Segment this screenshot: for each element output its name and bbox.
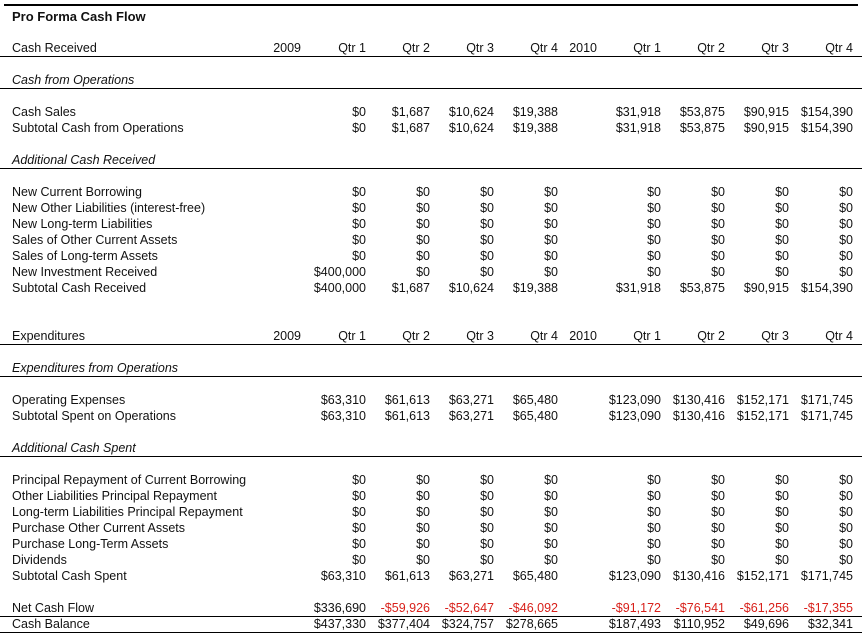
cell-value: $0 xyxy=(839,233,853,247)
row-label: New Investment Received xyxy=(12,265,158,279)
row-operating-expenses xyxy=(0,392,862,408)
row-expenditures-from-operations xyxy=(0,360,862,377)
cell-value: -$61,256 xyxy=(739,601,789,615)
cell-value: $0 xyxy=(647,249,661,263)
cell-value: $0 xyxy=(352,185,366,199)
cell-value: $0 xyxy=(544,505,558,519)
cell-value: $0 xyxy=(544,233,558,247)
cell-value: $0 xyxy=(647,233,661,247)
cell-value: $0 xyxy=(416,201,430,215)
cell-value: $0 xyxy=(544,521,558,535)
cell-value: $0 xyxy=(647,185,661,199)
column-header: 2009 xyxy=(273,329,301,343)
cell-value: $61,613 xyxy=(384,569,430,583)
cell-value: $19,388 xyxy=(512,105,558,119)
cell-value: $0 xyxy=(775,505,789,519)
cell-value: $0 xyxy=(775,265,789,279)
row-label: Operating Expenses xyxy=(12,393,126,407)
column-header: Qtr 3 xyxy=(761,41,789,55)
cell-value: $0 xyxy=(544,217,558,231)
page-title: Pro Forma Cash Flow xyxy=(12,9,146,24)
cell-value: $61,613 xyxy=(384,393,430,407)
row-subtotal-cash-from-operations xyxy=(0,120,862,136)
cell-value: $0 xyxy=(352,537,366,551)
row-subtotal-spent-on-operations xyxy=(0,408,862,424)
row-label: Sales of Other Current Assets xyxy=(12,233,178,247)
cell-value: $65,480 xyxy=(512,393,558,407)
cell-value: $0 xyxy=(352,233,366,247)
cell-value: $0 xyxy=(647,201,661,215)
cell-value: $0 xyxy=(711,233,725,247)
cell-value: $171,745 xyxy=(800,409,853,423)
column-header: Qtr 3 xyxy=(761,329,789,343)
column-header: Qtr 2 xyxy=(402,41,430,55)
cell-value: $0 xyxy=(480,537,494,551)
cell-value: $152,171 xyxy=(736,409,789,423)
cell-value: $0 xyxy=(647,265,661,279)
row-net-cash-flow xyxy=(0,600,862,617)
cell-value: $1,687 xyxy=(391,105,430,119)
cell-value: $1,687 xyxy=(391,281,430,295)
row-label: Cash Balance xyxy=(12,617,90,631)
row-label: New Current Borrowing xyxy=(12,185,142,199)
cell-value: $0 xyxy=(480,201,494,215)
cell-value: $110,952 xyxy=(673,617,725,631)
row-cash-received-header xyxy=(0,40,862,57)
cell-value: $0 xyxy=(352,201,366,215)
cell-value: $0 xyxy=(480,185,494,199)
cell-value: $0 xyxy=(352,249,366,263)
cell-value: $0 xyxy=(416,489,430,503)
cell-value: $0 xyxy=(480,521,494,535)
cell-value: -$17,355 xyxy=(803,601,853,615)
cell-value: -$46,092 xyxy=(508,601,558,615)
cell-value: $154,390 xyxy=(800,105,853,119)
row-label: Long-term Liabilities Principal Repayment xyxy=(12,505,243,519)
cell-value: $0 xyxy=(647,521,661,535)
cell-value: $0 xyxy=(775,217,789,231)
cell-value: $336,690 xyxy=(313,601,366,615)
row-label: Subtotal Cash Spent xyxy=(12,569,127,583)
row-purchase-long-term-assets xyxy=(0,536,862,552)
cell-value: $0 xyxy=(839,473,853,487)
cell-value: $0 xyxy=(544,265,558,279)
cell-value: $65,480 xyxy=(512,569,558,583)
row-long-term-liabilities-principal-repayment xyxy=(0,504,862,520)
row-sales-long-term-assets xyxy=(0,248,862,264)
cell-value: $19,388 xyxy=(512,281,558,295)
cell-value: $53,875 xyxy=(679,281,725,295)
cell-value: $0 xyxy=(352,553,366,567)
cell-value: $437,330 xyxy=(313,617,366,631)
column-header: Qtr 3 xyxy=(466,41,494,55)
cell-value: $0 xyxy=(711,185,725,199)
cell-value: $130,416 xyxy=(672,409,725,423)
cell-value: $0 xyxy=(647,217,661,231)
column-header: 2009 xyxy=(273,41,301,55)
cell-value: $152,171 xyxy=(736,393,789,407)
cell-value: $0 xyxy=(480,553,494,567)
cell-value: $0 xyxy=(352,473,366,487)
row-label: Cash Received xyxy=(12,41,97,55)
cell-value: $0 xyxy=(416,553,430,567)
cell-value: $0 xyxy=(647,537,661,551)
row-label: Subtotal Spent on Operations xyxy=(12,409,177,423)
cell-value: $0 xyxy=(839,185,853,199)
cell-value: $53,875 xyxy=(679,105,725,119)
cell-value: $0 xyxy=(544,249,558,263)
row-label: Net Cash Flow xyxy=(12,601,94,615)
row-label: Expenditures xyxy=(12,329,85,343)
cell-value: $0 xyxy=(480,233,494,247)
cell-value: $0 xyxy=(775,521,789,535)
cell-value: $90,915 xyxy=(743,281,789,295)
cell-value: $0 xyxy=(647,473,661,487)
cell-value: $0 xyxy=(775,537,789,551)
cell-value: $63,310 xyxy=(320,409,366,423)
cell-value: $400,000 xyxy=(313,281,366,295)
cell-value: $0 xyxy=(480,249,494,263)
cell-value: $152,171 xyxy=(736,569,789,583)
cell-value: $0 xyxy=(839,217,853,231)
row-label: Other Liabilities Principal Repayment xyxy=(12,489,217,503)
cell-value: $0 xyxy=(352,505,366,519)
cell-value: $0 xyxy=(839,489,853,503)
cell-value: $0 xyxy=(839,249,853,263)
cell-value: $187,493 xyxy=(608,617,661,631)
cell-value: $0 xyxy=(775,553,789,567)
cell-value: $0 xyxy=(544,489,558,503)
cell-value: $0 xyxy=(480,265,494,279)
cell-value: $0 xyxy=(544,553,558,567)
cell-value: $90,915 xyxy=(743,105,789,119)
cell-value: $10,624 xyxy=(448,121,494,135)
cell-value: $171,745 xyxy=(800,393,853,407)
row-label: Sales of Long-term Assets xyxy=(12,249,158,263)
row-principal-repayment-current-borrowing xyxy=(0,472,862,488)
cell-value: $0 xyxy=(839,553,853,567)
cell-value: $0 xyxy=(352,105,366,119)
cell-value: $63,271 xyxy=(448,569,494,583)
cell-value: $65,480 xyxy=(512,409,558,423)
row-label: Cash Sales xyxy=(12,105,76,119)
section-label: Cash from Operations xyxy=(12,73,135,87)
column-header: Qtr 4 xyxy=(530,41,558,55)
cell-value: $0 xyxy=(416,473,430,487)
column-header: Qtr 4 xyxy=(530,329,558,343)
column-header: 2010 xyxy=(569,329,597,343)
cell-value: $0 xyxy=(711,553,725,567)
row-cash-sales xyxy=(0,104,862,120)
column-header: 2010 xyxy=(569,41,597,55)
cell-value: $0 xyxy=(775,201,789,215)
row-sales-other-current-assets xyxy=(0,232,862,248)
row-additional-cash-spent xyxy=(0,440,862,457)
cell-value: $0 xyxy=(480,473,494,487)
cell-value: $123,090 xyxy=(608,409,661,423)
cell-value: $0 xyxy=(839,201,853,215)
row-label: Dividends xyxy=(12,553,67,567)
row-new-other-liabilities xyxy=(0,200,862,216)
cell-value: $0 xyxy=(544,473,558,487)
cell-value: $0 xyxy=(416,217,430,231)
cell-value: $0 xyxy=(711,217,725,231)
cell-value: $123,090 xyxy=(608,569,661,583)
cell-value: $0 xyxy=(352,121,366,135)
cell-value: $61,613 xyxy=(384,409,430,423)
cell-value: $0 xyxy=(647,505,661,519)
row-dividends xyxy=(0,552,862,568)
cell-value: $31,918 xyxy=(615,281,661,295)
cell-value: $0 xyxy=(416,185,430,199)
cell-value: $0 xyxy=(416,521,430,535)
cell-value: $0 xyxy=(839,505,853,519)
cell-value: $0 xyxy=(775,489,789,503)
cell-value: $19,388 xyxy=(512,121,558,135)
cell-value: $0 xyxy=(711,489,725,503)
cell-value: -$52,647 xyxy=(444,601,494,615)
cell-value: $63,310 xyxy=(320,393,366,407)
row-label: Subtotal Cash Received xyxy=(12,281,147,295)
top-rule xyxy=(4,4,858,6)
cell-value: $10,624 xyxy=(448,281,494,295)
row-purchase-other-current-assets xyxy=(0,520,862,536)
column-header: Qtr 1 xyxy=(338,41,366,55)
cell-value: $0 xyxy=(775,473,789,487)
row-subtotal-cash-spent xyxy=(0,568,862,584)
cell-value: $0 xyxy=(544,201,558,215)
cell-value: $0 xyxy=(352,489,366,503)
column-header: Qtr 1 xyxy=(633,329,661,343)
cell-value: $0 xyxy=(352,521,366,535)
cell-value: $0 xyxy=(711,249,725,263)
cell-value: $0 xyxy=(711,521,725,535)
cell-value: $0 xyxy=(647,553,661,567)
cell-value: $0 xyxy=(839,521,853,535)
cell-value: $324,757 xyxy=(441,617,494,631)
cell-value: $0 xyxy=(544,185,558,199)
row-new-investment-received xyxy=(0,264,862,280)
row-label: Purchase Other Current Assets xyxy=(12,521,185,535)
cell-value: $0 xyxy=(711,537,725,551)
cell-value: $31,918 xyxy=(615,121,661,135)
row-label: New Long-term Liabilities xyxy=(12,217,153,231)
cell-value: $130,416 xyxy=(672,569,725,583)
row-label: Subtotal Cash from Operations xyxy=(12,121,184,135)
row-label: New Other Liabilities (interest-free) xyxy=(12,201,206,215)
row-new-long-term-liabilities xyxy=(0,216,862,232)
cell-value: $0 xyxy=(839,265,853,279)
cell-value: $171,745 xyxy=(800,569,853,583)
cell-value: -$91,172 xyxy=(611,601,661,615)
cell-value: $63,310 xyxy=(320,569,366,583)
row-additional-cash-received xyxy=(0,152,862,169)
row-other-liabilities-principal-repayment xyxy=(0,488,862,504)
column-header: Qtr 3 xyxy=(466,329,494,343)
cell-value: $10,624 xyxy=(448,105,494,119)
cell-value: $0 xyxy=(352,217,366,231)
section-label: Additional Cash Received xyxy=(12,153,156,167)
column-header: Qtr 4 xyxy=(825,41,853,55)
cell-value: $63,271 xyxy=(448,409,494,423)
cell-value: $400,000 xyxy=(313,265,366,279)
cell-value: $377,404 xyxy=(377,617,430,631)
cell-value: $130,416 xyxy=(672,393,725,407)
row-label: Purchase Long-Term Assets xyxy=(12,537,169,551)
column-header: Qtr 1 xyxy=(338,329,366,343)
row-cash-balance xyxy=(0,616,862,633)
cell-value: $123,090 xyxy=(608,393,661,407)
section-label: Additional Cash Spent xyxy=(12,441,136,455)
cell-value: $0 xyxy=(775,185,789,199)
cell-value: -$59,926 xyxy=(380,601,430,615)
column-header: Qtr 1 xyxy=(633,41,661,55)
cell-value: $0 xyxy=(416,265,430,279)
cell-value: $0 xyxy=(711,201,725,215)
cell-value: $0 xyxy=(711,265,725,279)
row-new-current-borrowing xyxy=(0,184,862,200)
cell-value: $0 xyxy=(775,249,789,263)
cell-value: $1,687 xyxy=(391,121,430,135)
cell-value: $0 xyxy=(416,505,430,519)
cell-value: $0 xyxy=(544,537,558,551)
column-header: Qtr 2 xyxy=(402,329,430,343)
row-subtotal-cash-received xyxy=(0,280,862,296)
cell-value: -$76,541 xyxy=(675,601,725,615)
row-label: Principal Repayment of Current Borrowing xyxy=(12,473,247,487)
row-cash-from-operations xyxy=(0,72,862,89)
cell-value: $0 xyxy=(711,473,725,487)
cell-value: $0 xyxy=(480,505,494,519)
cell-value: $0 xyxy=(480,489,494,503)
cell-value: $32,341 xyxy=(807,617,853,631)
cell-value: $49,696 xyxy=(743,617,789,631)
column-header: Qtr 4 xyxy=(825,329,853,343)
cell-value: $278,665 xyxy=(505,617,558,631)
cell-value: $90,915 xyxy=(743,121,789,135)
cell-value: $0 xyxy=(416,249,430,263)
column-header: Qtr 2 xyxy=(697,329,725,343)
cell-value: $31,918 xyxy=(615,105,661,119)
cell-value: $0 xyxy=(416,537,430,551)
cell-value: $154,390 xyxy=(800,121,853,135)
cell-value: $0 xyxy=(480,217,494,231)
cell-value: $0 xyxy=(839,537,853,551)
cell-value: $154,390 xyxy=(800,281,853,295)
cell-value: $0 xyxy=(416,233,430,247)
column-header: Qtr 2 xyxy=(697,41,725,55)
cell-value: $0 xyxy=(711,505,725,519)
section-label: Expenditures from Operations xyxy=(12,361,179,375)
cell-value: $53,875 xyxy=(679,121,725,135)
cell-value: $0 xyxy=(647,489,661,503)
cell-value: $63,271 xyxy=(448,393,494,407)
cell-value: $0 xyxy=(775,233,789,247)
row-expenditures-header xyxy=(0,328,862,345)
